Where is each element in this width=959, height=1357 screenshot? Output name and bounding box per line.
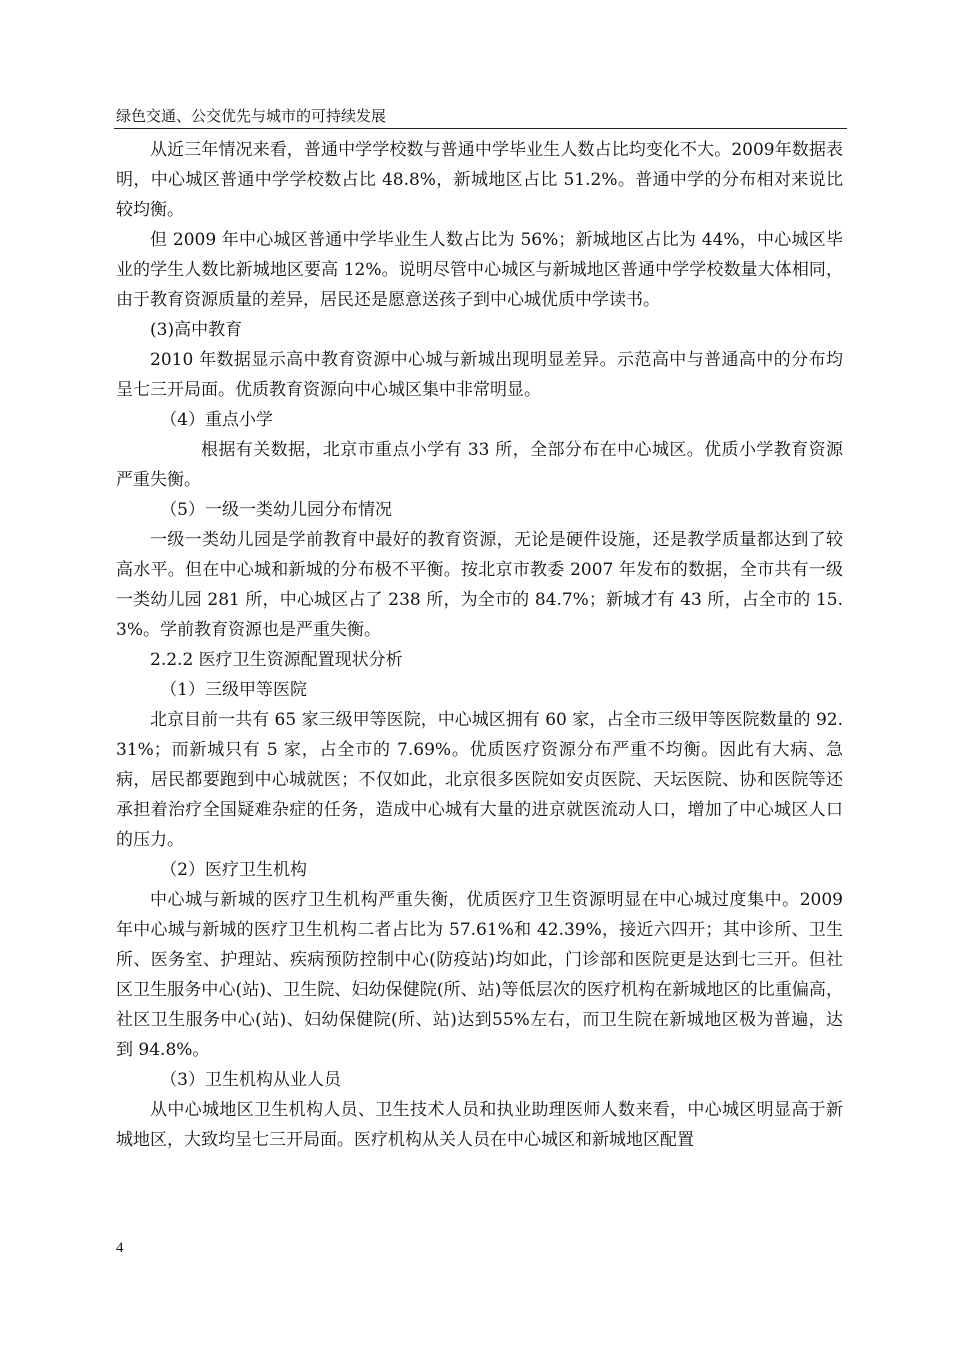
page-number: 4 bbox=[116, 1240, 124, 1256]
paragraph-health-staff: 从中心城地区卫生机构人员、卫生技术人员和执业助理医师人数来看，中心城区明显高于新城地区，大致均呈七三开局面。医疗机构从关人员在中心城区和新城地区配置 bbox=[116, 1100, 843, 1150]
section-heading-medical-institutions: （2）医疗卫生机构 bbox=[160, 860, 308, 880]
section-heading-tier3-hospitals: （1）三级甲等医院 bbox=[160, 680, 308, 700]
body-text bbox=[116, 135, 843, 1155]
paragraph-high-school: 2010 年数据显示高中教育资源中心城与新城出现明显差异。示范高中与普通高中的分布均呈七三开局面。优质教育资源向中心城区集中非常明显。 bbox=[116, 350, 843, 400]
running-header: 绿色交通、公交优先与城市的可持续发展 bbox=[116, 107, 387, 125]
paragraph-kindergarten: 一级一类幼儿园是学前教育中最好的教育资源，无论是硬件设施，还是教学质量都达到了较高水平。但在中心城和新城的分布极不平衡。按北京市教委 2007 年发布的数据，全市共有一级一类幼儿园 281 所，中心城区占了 238 所，为全市的 84.7%；新城才有 43 所，占全市的 15.3%。学前教育资源也是严重失衡。 bbox=[116, 530, 843, 640]
paragraph-middle-school-graduates: 但 2009 年中心城区普通中学毕业生人数占比为 56%；新城地区占比为 44%，中心城区毕业的学生人数比新城地区要高 12%。说明尽管中心城区与新城地区普通中学学校数量大体相同，由于教育资源质量的差异，居民还是愿意送孩子到中心城优质中学读书。 bbox=[116, 230, 843, 310]
paragraph-key-primary: 根据有关数据，北京市重点小学有 33 所，全部分布在中心城区。优质小学教育资源严重失衡。 bbox=[116, 440, 843, 490]
section-heading-medical: 2.2.2 医疗卫生资源配置现状分析 bbox=[150, 650, 403, 670]
section-heading-health-staff: （3）卫生机构从业人员 bbox=[160, 1070, 342, 1090]
section-heading-high-school: (3)高中教育 bbox=[150, 320, 243, 340]
section-heading-key-primary: （4）重点小学 bbox=[160, 410, 274, 430]
paragraph-medical-institutions: 中心城与新城的医疗卫生机构严重失衡，优质医疗卫生资源明显在中心城过度集中。2009 年中心城与新城的医疗卫生机构二者占比为 57.61%和 42.39%，接近六四开；其中诊所、卫生所、医务室、护理站、疾病预防控制中心(防疫站)均如此，门诊部和医院更是达到七三开。但社区卫生服务中心(站)、卫生院、妇幼保健院(所、站)等低层次的医疗机构在新城地区的比重偏高，社区卫生服务中心(站)、妇幼保健院(所、站)达到55%左右，而卫生院在新城地区极为普遍，达到 94.8%。 bbox=[116, 890, 843, 1060]
section-heading-kindergarten: （5）一级一类幼儿园分布情况 bbox=[160, 500, 393, 520]
header-rule bbox=[114, 128, 847, 129]
paragraph-middle-school-trend: 从近三年情况来看，普通中学学校数与普通中学毕业生人数占比均变化不大。2009年数据表明，中心城区普通中学学校数占比 48.8%，新城地区占比 51.2%。普通中学的分布相对来说比较均衡。 bbox=[116, 140, 843, 220]
paragraph-tier3-hospitals: 北京目前一共有 65 家三级甲等医院，中心城区拥有 60 家，占全市三级甲等医院数量的 92.31%；而新城只有 5 家，占全市的 7.69%。优质医疗资源分布严重不均衡。因此有大病、急病，居民都要跑到中心城就医；不仅如此，北京很多医院如安贞医院、天坛医院、协和医院等还承担着治疗全国疑难杂症的任务，造成中心城有大量的进京就医流动人口，增加了中心城区人口的压力。 bbox=[116, 710, 843, 850]
